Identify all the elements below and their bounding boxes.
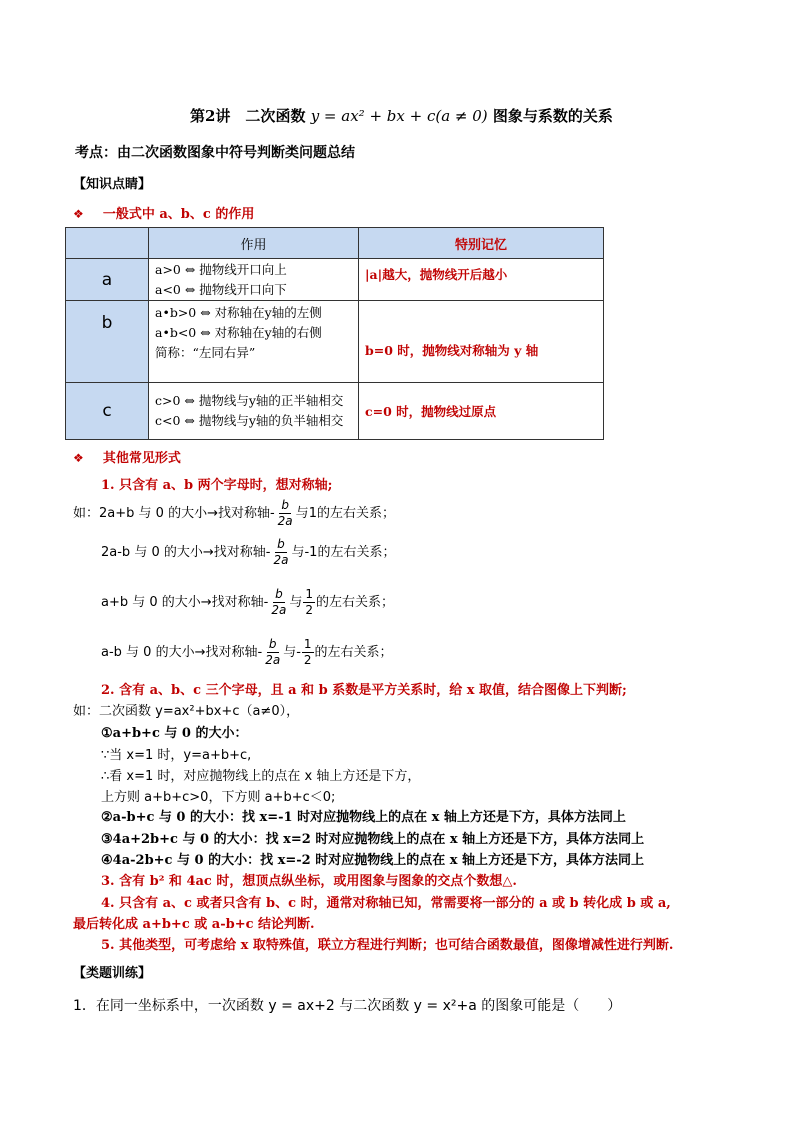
row-c-role xyxy=(149,383,359,440)
fraction xyxy=(269,587,288,618)
diamond-bullet-icon: ❖ xyxy=(73,207,84,221)
example-prefix: 如： xyxy=(73,506,100,521)
bullet-other-label: 其他常见形式 xyxy=(102,451,181,466)
row-b-role xyxy=(149,301,359,383)
kaodian-heading: 考点：由二次函数图象中符号判断类问题总结 xyxy=(75,145,355,161)
coefficient-table xyxy=(65,227,604,440)
diamond-bullet-icon: ❖ xyxy=(73,451,84,465)
fraction-numerator: b xyxy=(281,498,289,512)
fraction xyxy=(276,498,295,529)
neg-sign: - xyxy=(265,545,271,560)
role-line: c>0 ⇔ 抛物线与y轴的正半轴相交 xyxy=(155,393,344,408)
example-mid: 与 xyxy=(289,595,303,610)
fraction-denominator: 2 xyxy=(303,653,312,667)
fraction-denominator: 2a xyxy=(271,603,287,617)
row-c-memory: c=0 时，抛物线过原点 xyxy=(359,383,604,440)
item-3: 3. 含有 b² 和 4ac 时，想顶点纵坐标，或用图象与图象的交点个数想△. xyxy=(101,874,517,889)
fraction-denominator: 2a xyxy=(277,514,293,528)
role-line: 简称：“左同右异” xyxy=(155,345,256,360)
row-letter: b xyxy=(66,301,149,383)
title-suffix: 图象与系数的关系 xyxy=(492,107,613,125)
example-mid: 与 xyxy=(283,645,297,660)
example-2-line: ①a+b+c 与 0 的大小： xyxy=(101,726,248,741)
item-4-continued: 最后转化成 a+b+c 或 a-b+c 结论判断. xyxy=(73,917,315,932)
table-header-row xyxy=(66,228,604,259)
bullet-general-form xyxy=(73,203,254,222)
header-memory: 特别记忆 xyxy=(359,228,604,259)
section-knowledge: 【知识点睛】 xyxy=(73,177,152,192)
row-a-memory: |a|越大，抛物线开后越小 xyxy=(359,259,604,301)
header-role: 作用 xyxy=(149,228,359,259)
example-line xyxy=(101,587,394,618)
example-text: 2a-b 与 0 的大小→找对称轴 xyxy=(101,545,266,560)
fraction-numerator: b xyxy=(277,537,285,551)
fraction-numerator: 1 xyxy=(303,637,312,651)
table-row-b xyxy=(66,301,604,383)
example-2-line: ∵当 x=1 时，y=a+b+c, xyxy=(101,748,252,763)
page-title xyxy=(190,105,613,126)
example-text: 2a+b 与 0 的大小→找对称轴 xyxy=(99,506,270,521)
bullet-other-forms xyxy=(73,447,181,466)
role-line: a•b<0 ⇔ 对称轴在y轴的右侧 xyxy=(155,325,322,340)
item-4: 4. 只含有 a、c 或者只含有 b、c 时，通常对称轴已知，常需要将一部分的 a 或 b 转化成 b 或 a, xyxy=(101,896,671,911)
example-2-more: ③4a+2b+c 与 0 的大小：找 x=2 时对应抛物线上的点在 x 轴上方还是下方，具体方法同上 xyxy=(101,832,645,847)
role-line: c<0 ⇔ 抛物线与y轴的负半轴相交 xyxy=(155,413,344,428)
example-2-intro: 如：二次函数 y=ax²+bx+c（a≠0）， xyxy=(73,704,300,719)
example-tail: 的左右关系； xyxy=(316,595,395,610)
example-line xyxy=(73,498,395,529)
fraction-numerator: 1 xyxy=(305,587,314,601)
row-b-memory: b=0 时，抛物线对称轴为 y 轴 xyxy=(359,301,604,383)
fraction xyxy=(271,537,290,568)
example-tail: 的左右关系； xyxy=(317,545,396,560)
example-2-more: ②a-b+c 与 0 的大小：找 x=-1 时对应抛物线上的点在 x 轴上方还是下方，具体方法同上 xyxy=(101,810,626,825)
title-formula: y = ax² + bx + c(a ≠ 0) xyxy=(310,107,488,125)
row-a-role xyxy=(149,259,359,301)
neg-sign: - xyxy=(263,595,269,610)
example-2-line: ∴看 x=1 时，对应抛物线上的点在 x 轴上方还是下方， xyxy=(101,769,421,784)
example-line xyxy=(101,637,393,668)
row-letter: a xyxy=(66,259,149,301)
example-mid: 与 xyxy=(291,545,305,560)
example-line xyxy=(101,537,395,568)
item-5: 5. 其他类型，可考虑给 x 取特殊值，联立方程进行判断；也可结合函数最值，图像增减性进行判断. xyxy=(101,938,674,953)
fraction-numerator: b xyxy=(268,637,277,651)
example-mid: 与 xyxy=(295,506,309,521)
neg-sign: - xyxy=(269,506,275,521)
fraction-denominator: 2 xyxy=(305,603,314,617)
role-line: a>0 ⇔ 抛物线开口向上 xyxy=(155,261,287,277)
section-training: 【类题训练】 xyxy=(73,966,152,981)
example-tail: 的左右关系； xyxy=(314,645,393,660)
neg-sign: - xyxy=(257,645,263,660)
item-1: 1. 只含有 a、b 两个字母时，想对称轴; xyxy=(101,478,333,493)
role-line: a<0 ⇔ 抛物线开口向下 xyxy=(155,281,287,297)
example-tail: 的左右关系； xyxy=(316,506,395,521)
example-text: a+b 与 0 的大小→找对称轴 xyxy=(101,595,264,610)
example-2-line: 上方则 a+b+c>0，下方则 a+b+c＜0; xyxy=(101,790,336,805)
table-row-c xyxy=(66,383,604,440)
table-row-a xyxy=(66,259,604,301)
item-2: 2. 含有 a、b、c 三个字母，且 a 和 b 系数是平方关系时，给 x 取值，结合图像上下判断; xyxy=(101,683,627,698)
fraction xyxy=(263,637,282,668)
target-fraction xyxy=(303,587,315,618)
target-fraction xyxy=(302,637,314,668)
example-2-more: ④4a-2b+c 与 0 的大小：找 x=-2 时对应抛物线上的点在 x 轴上方还是下方，具体方法同上 xyxy=(101,853,645,868)
header-empty-cell xyxy=(66,228,149,259)
fraction-numerator: b xyxy=(275,587,283,601)
bullet-general-label: 一般式中 a、b、c 的作用 xyxy=(102,207,255,222)
row-letter: c xyxy=(66,383,149,440)
example-target: 1 xyxy=(308,506,317,521)
neg-sign: - xyxy=(296,645,301,660)
fraction-denominator: 2a xyxy=(265,653,281,667)
example-target: -1 xyxy=(304,545,318,560)
question-1: 1．在同一坐标系中，一次函数 y = ax+2 与二次函数 y = x²+a 的图象可能是（ ） xyxy=(73,998,622,1014)
fraction-denominator: 2a xyxy=(273,553,289,567)
example-text: a-b 与 0 的大小→找对称轴 xyxy=(101,645,258,660)
title-prefix: 第2讲 二次函数 xyxy=(190,107,306,125)
role-line: a•b>0 ⇔ 对称轴在y轴的左侧 xyxy=(155,305,322,320)
